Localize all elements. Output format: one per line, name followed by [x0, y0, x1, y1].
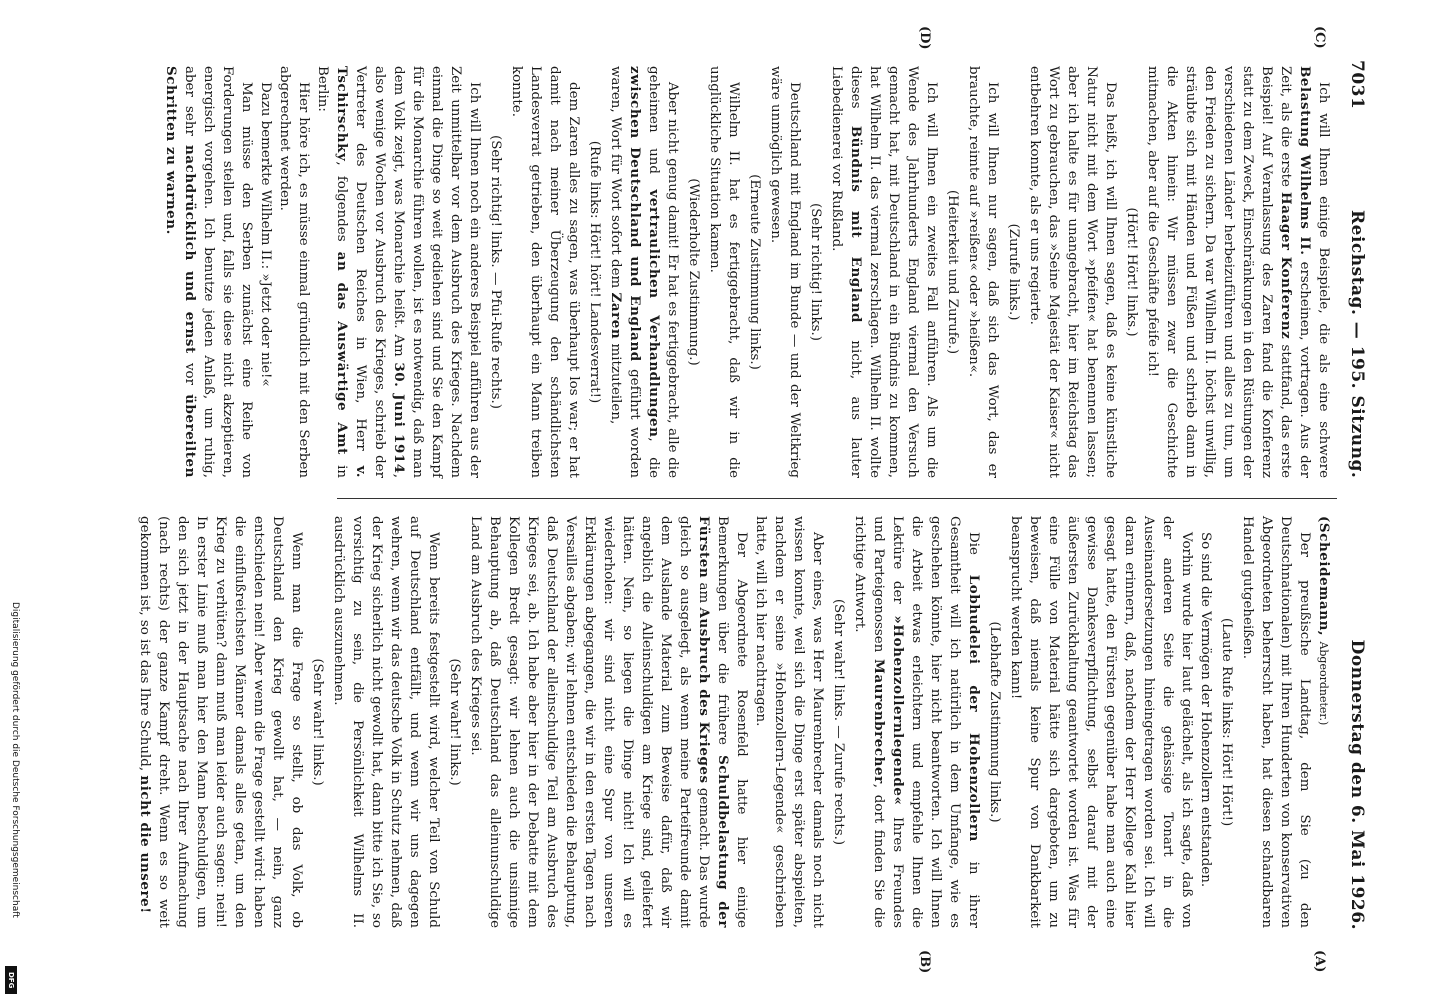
body-text: erscheinen, vortragen. Aus der Zeit, als die erste: [1278, 66, 1312, 478]
printed-page: [127, 26, 1367, 974]
paragraph: [275, 66, 313, 478]
body-text: , dort finden Sie die richtige Antwort.: [852, 516, 886, 928]
body-text: Die: [966, 532, 981, 575]
paragraph: [135, 516, 306, 928]
emphasized-text: v. Tschirschky: [334, 66, 369, 478]
body-text: Abgeordneter.): [1317, 641, 1330, 726]
running-head-title: Reichstag. — 195. Sitzung.: [1347, 210, 1367, 479]
emphasized-text: nicht die unsere!: [137, 775, 153, 914]
body-text: Wilhelm II. hat es fertiggebracht, daß wir in die unglückliche Situation kamen.: [707, 66, 741, 478]
emphasized-text: Ausbruch des Krieges: [696, 607, 712, 784]
body-text: , also wenige Wochen vor Ausbruch des Krieges, schrieb der Vertreter des Deutschen Reiches in Wien, Herr: [353, 66, 406, 478]
emphasized-text: vertraulichen Verhandlungen: [646, 189, 662, 438]
body-text: Wenn man die Frage so stellt, ob das Volk, ob Deutschland den Krieg gewollt hat, — nein, ganz entschieden nein! Aber wenn die Frage gestellt wird: haben die einflußreichsten Männer damals alles getan, um den Krieg zu verhüten? dann muß man leider auch sagen: nein! In erster Linie muß man hier den Mann beschuldigen, um den sich jetzt in der Hauptsache nach Ihrer Aufmachung (nach rechts) der ganze Kampf dreht. Wenn es so weit gekommen ist, so ist das Ihre Schuld,: [137, 516, 304, 928]
paragraph: [1006, 516, 1196, 928]
paragraph: [1025, 66, 1120, 478]
paragraph: [1314, 516, 1333, 928]
paragraph: [507, 66, 583, 478]
body-text: stattfand, das erste Beispiel! Auf Veranlassung des Zaren fand die Konferenz statt zu dem Zweck, Einschränkungen in den Rüstungen der verschiedenen Länder herbeizuführen und alles zu tun, um den Frieden zu sichern. Da war Wilhelm II. höchst unwillig, sträubte sich mit Händen und Füßen und schrieb dann in die Akten hinein: Wir müssen zwar die Geschichte mitmachen, aber auf die Geschäfte pfeife ich!: [1145, 66, 1293, 478]
body-text: , die: [646, 437, 661, 478]
body-text: Deutschland mit England im Bunde — und der Weltkrieg wäre unmöglich gewesen.: [768, 66, 802, 478]
emphasized-text: an das Auswärtige Amt: [334, 251, 350, 455]
paragraph: [751, 516, 827, 928]
interjection-remark: (Heiterkeit und Zurufe.): [945, 189, 960, 355]
body-text: geführt worden waren, Wort für Wort sofort dem: [608, 66, 642, 478]
body-text: Das heißt, ich will Ihnen sagen, daß es keine künstliche Natur nicht mit dem Wort »pfeifen« hat benennen lassen; aber ich halte es für unangebracht, hier im Reichstag das Wort zu gebrauchen, das »Seine Majestät der Kaiser« nicht entbehren konnte, als er uns regierte.: [1027, 66, 1118, 478]
interjection-remark: (Wiederholte Zustimmung.): [686, 178, 701, 366]
paragraph: [964, 66, 1002, 478]
dfg-logo: DFG: [5, 966, 17, 994]
interjection-remark: (Lebhafte Zustimmung links.): [987, 621, 1002, 823]
body-text: in ihrer Gesamtheit will ich natürlich in dem Umfange, wie es geschehen könnte, hier nicht beantworten. Ich will Ihnen die Arbeit etwas erleichtern und empfehle Ihnen die Lektüre der: [890, 516, 981, 929]
paragraph: [1143, 66, 1333, 478]
body-text: vor: [182, 353, 197, 395]
body-text: in Berlin:: [315, 66, 349, 478]
interjection-remark: (Zurufe links.): [1006, 223, 1021, 321]
page-number: 7031: [1347, 60, 1367, 110]
body-text: am: [696, 578, 711, 608]
emphasized-text: nachdrücklich und ernst: [182, 145, 198, 354]
body-text: Hier höre ich, es müsse einmal gründlich mit den Serben abgerechnet werden.: [277, 66, 311, 478]
paragraph: [606, 66, 682, 478]
interjection-remark: (Sehr wahr! links.): [310, 658, 325, 786]
body-text: nicht, aus lauter Liebedienerei vor Rußland.: [829, 66, 863, 478]
body-text: Der Abgeordnete Rosenfeld hatte hier einige Bemerkungen über die frühere: [715, 516, 749, 928]
digitization-credit: [6, 602, 20, 994]
text-column-right: [135, 516, 1333, 928]
body-text: Der preußische Landtag, dem Sie (zu den Deutschnationalen) mit Ihren Hunderten von konservativen Abgeordneten beherrscht haben, hat diesen schandbaren Handel gutgeheißen.: [1240, 516, 1312, 928]
body-text: Ich will Ihnen nur sagen, daß sich das Wort, das er brauchte, reimte auf »reißen« oder »heißen«.: [966, 66, 1000, 478]
emphasized-text: 30. Juni 1914: [391, 362, 407, 474]
paragraph: [256, 66, 275, 478]
body-text: So sind die Vermögen der Hohenzollern entstanden.: [1198, 532, 1213, 888]
emphasized-text: Zaren: [608, 292, 624, 340]
text-column-left: [161, 66, 1333, 478]
body-text: mitzuteilen,: [608, 339, 623, 425]
interjection-remark: (Erneute Zustimmung links.): [747, 174, 762, 370]
paragraph: [1196, 516, 1215, 928]
paragraph: [1238, 516, 1314, 928]
interjection-remark: (Hört! Hört! links.): [1124, 207, 1139, 337]
paragraph: [313, 66, 484, 478]
interjection-remark: (Sehr wahr! links. — Zurufe rechts.): [831, 598, 846, 846]
paragraph: [850, 516, 983, 928]
body-text: gemacht. Das wurde gleich so ausgelegt, als wenn meine Parteifreunde damit dem Auslande Material zum Beweise dafür, daß wir angeblich die Alleinschuldigen am Kriege sind, geliefert hätten. Nein, so liegen die Dinge nicht! Ich will es wiederholen: wir sind nicht eine Spur von unseren Erklärungen abgegangen, die wir in den ersten Tagen nach Versailles abgaben; wir lehnen entschieden die Behauptung, daß Deutschland der alleinschuldige Teil am Ausbruch des Krieges sei, ab. Ich habe aber hier in der Debatte mit dem Kollegen Bredt gesagt: wir lehnen auch die unsinnige Behauptung ab, daß Deutschland das alleinunschuldige Land am Ausbruch des Krieges sei.: [468, 516, 711, 928]
interjection-remark: (Sehr richtig! links.): [808, 203, 823, 341]
column-divider: [337, 498, 1337, 499]
body-text: Man müsse den Serben zunächst eine Reihe von Forderungen stellen und, falls sie diese nicht akzeptieren, energisch vorgehen. Ich benutze jeden Anlaß, um ruhig, aber sehr: [182, 66, 254, 478]
margin-marker-a: (A): [1312, 950, 1327, 973]
margin-marker-c: (C): [1312, 26, 1327, 49]
digitization-credit-text: Digitalisierung gefördert durch die Deutsche Forschungsgemeinschaft: [10, 602, 20, 918]
interjection-remark: (Laute Rufe links: Hört! Hört!): [1219, 617, 1234, 827]
interjection-remark: (Sehr wahr! links.): [447, 658, 462, 786]
body-text: Ich will Ihnen einige Beispiele, die als eine schwere: [1316, 82, 1331, 478]
paragraph: [329, 516, 443, 928]
emphasized-text: Maurenbrecher: [871, 659, 887, 784]
body-text: Aber eines, was Herr Maurenbrecher damals noch nicht wissen konnte, weil sich die Dinge erst später abspielten, nachdem er seine »Hohenzollern-Legende« geschrieben hatte, will ich hier nachtragen.: [753, 516, 825, 928]
interjection-remark: (Sehr richtig! links. — Pfui-Rufe rechts.): [488, 134, 503, 410]
emphasized-text: Schuldbelastung der Fürsten: [696, 516, 731, 928]
body-text: , folgendes: [334, 161, 349, 252]
emphasized-text: übereilten Schritten zu warnen.: [163, 66, 198, 478]
body-text: Ich will Ihnen ein zweites Fall anführen. Als um die Wende des Jahrhunderts England viermal den Versuch gemacht hat, mit Deutschland in ein Bündnis zu kommen, hat Wilhelm II. das viermal zerschlagen. Wilhelm II. wollte dieses: [848, 66, 939, 478]
body-text: Vorhin wurde hier laut gelächelt, als ich sagte, daß von der anderen Seite die gehässige Tonart in die Auseinandersetzungen hineingetragen worden sei. Ich will daran erinnern, daß, nachdem der Herr Kollege Kahl hier gesagt hatte, den Fürsten gegenüber habe man auch eine gewisse Dankesverpflichtung, selbst darauf mit der äußersten Zurückhaltung geantwortet worden ist. Was für eine Fülle von Material hätte sich dargeboten, um zu beweisen, daß niemals keine Spur von Dankbarkeit beansprucht werden kann!: [1008, 516, 1194, 928]
paragraph: [766, 66, 804, 478]
emphasized-text: Bündnis mit England: [848, 125, 864, 324]
emphasized-text: Belastung Wilhelms II.: [1297, 66, 1313, 256]
emphasized-text: (Scheidemann,: [1316, 516, 1332, 642]
body-text: dem Zaren alles zu sagen, was überhaupt los war; er hat damit nach meiner Überzeugung den schändlichsten Landesverrat getrieben, den überhaupt ein Mann treiben konnte.: [509, 66, 581, 478]
emphasized-text: Haager Konferenz: [1278, 192, 1294, 340]
body-text: Wenn bereits festgestellt wird, welcher Teil von Schuld auf Deutschland entfällt, und wenn wir uns dagegen wehren, wenn wir das deutsche Volk in Schutz nehmen, daß der Krieg sicherlich nicht gewollt hat, dann bitte ich Sie, so vorsichtig zu sein, die Persönlichkeit Wilhelms II. ausdrücklich auszunehmen.: [331, 516, 441, 928]
margin-marker-b: (B): [917, 950, 932, 974]
running-head-date: Donnerstag den 6. Mai 1926.: [1347, 639, 1367, 930]
paragraph: [827, 66, 941, 478]
paragraph: [161, 66, 256, 478]
emphasized-text: »Hohenzollernlegende«: [890, 615, 906, 806]
body-text: Aber nicht genug damit! Er hat es fertiggebracht, alle die geheimen und: [646, 66, 680, 478]
interjection-remark: (Rufe links: Hört! hört! Landesverrat!): [587, 140, 602, 404]
margin-marker-d: (D): [917, 26, 932, 50]
paragraph: [466, 516, 751, 928]
emphasized-text: zwischen Deutschland und England: [627, 66, 643, 362]
emphasized-text: Lobhudelei der Hohenzollern: [966, 574, 982, 842]
paragraph: [705, 66, 743, 478]
body-text: Ihres Freundes und Parteigenossen: [871, 516, 905, 928]
body-text: Dazu bemerkte Wilhelm II.: »Jetzt oder nie!«: [258, 82, 273, 387]
body-text: Ich will Ihnen noch ein anderes Beispiel anführen aus der Zeit unmittelbar vor dem Ausbruch des Krieges. Nachdem einmal die Dinge so weit gediehen sind und Sie den Kampf für die Monarchie führen wollen, ist es notwendig, daß man dem Volk zeigt, was Monarchie heißt. Am: [391, 66, 482, 478]
running-head: [1341, 60, 1367, 940]
